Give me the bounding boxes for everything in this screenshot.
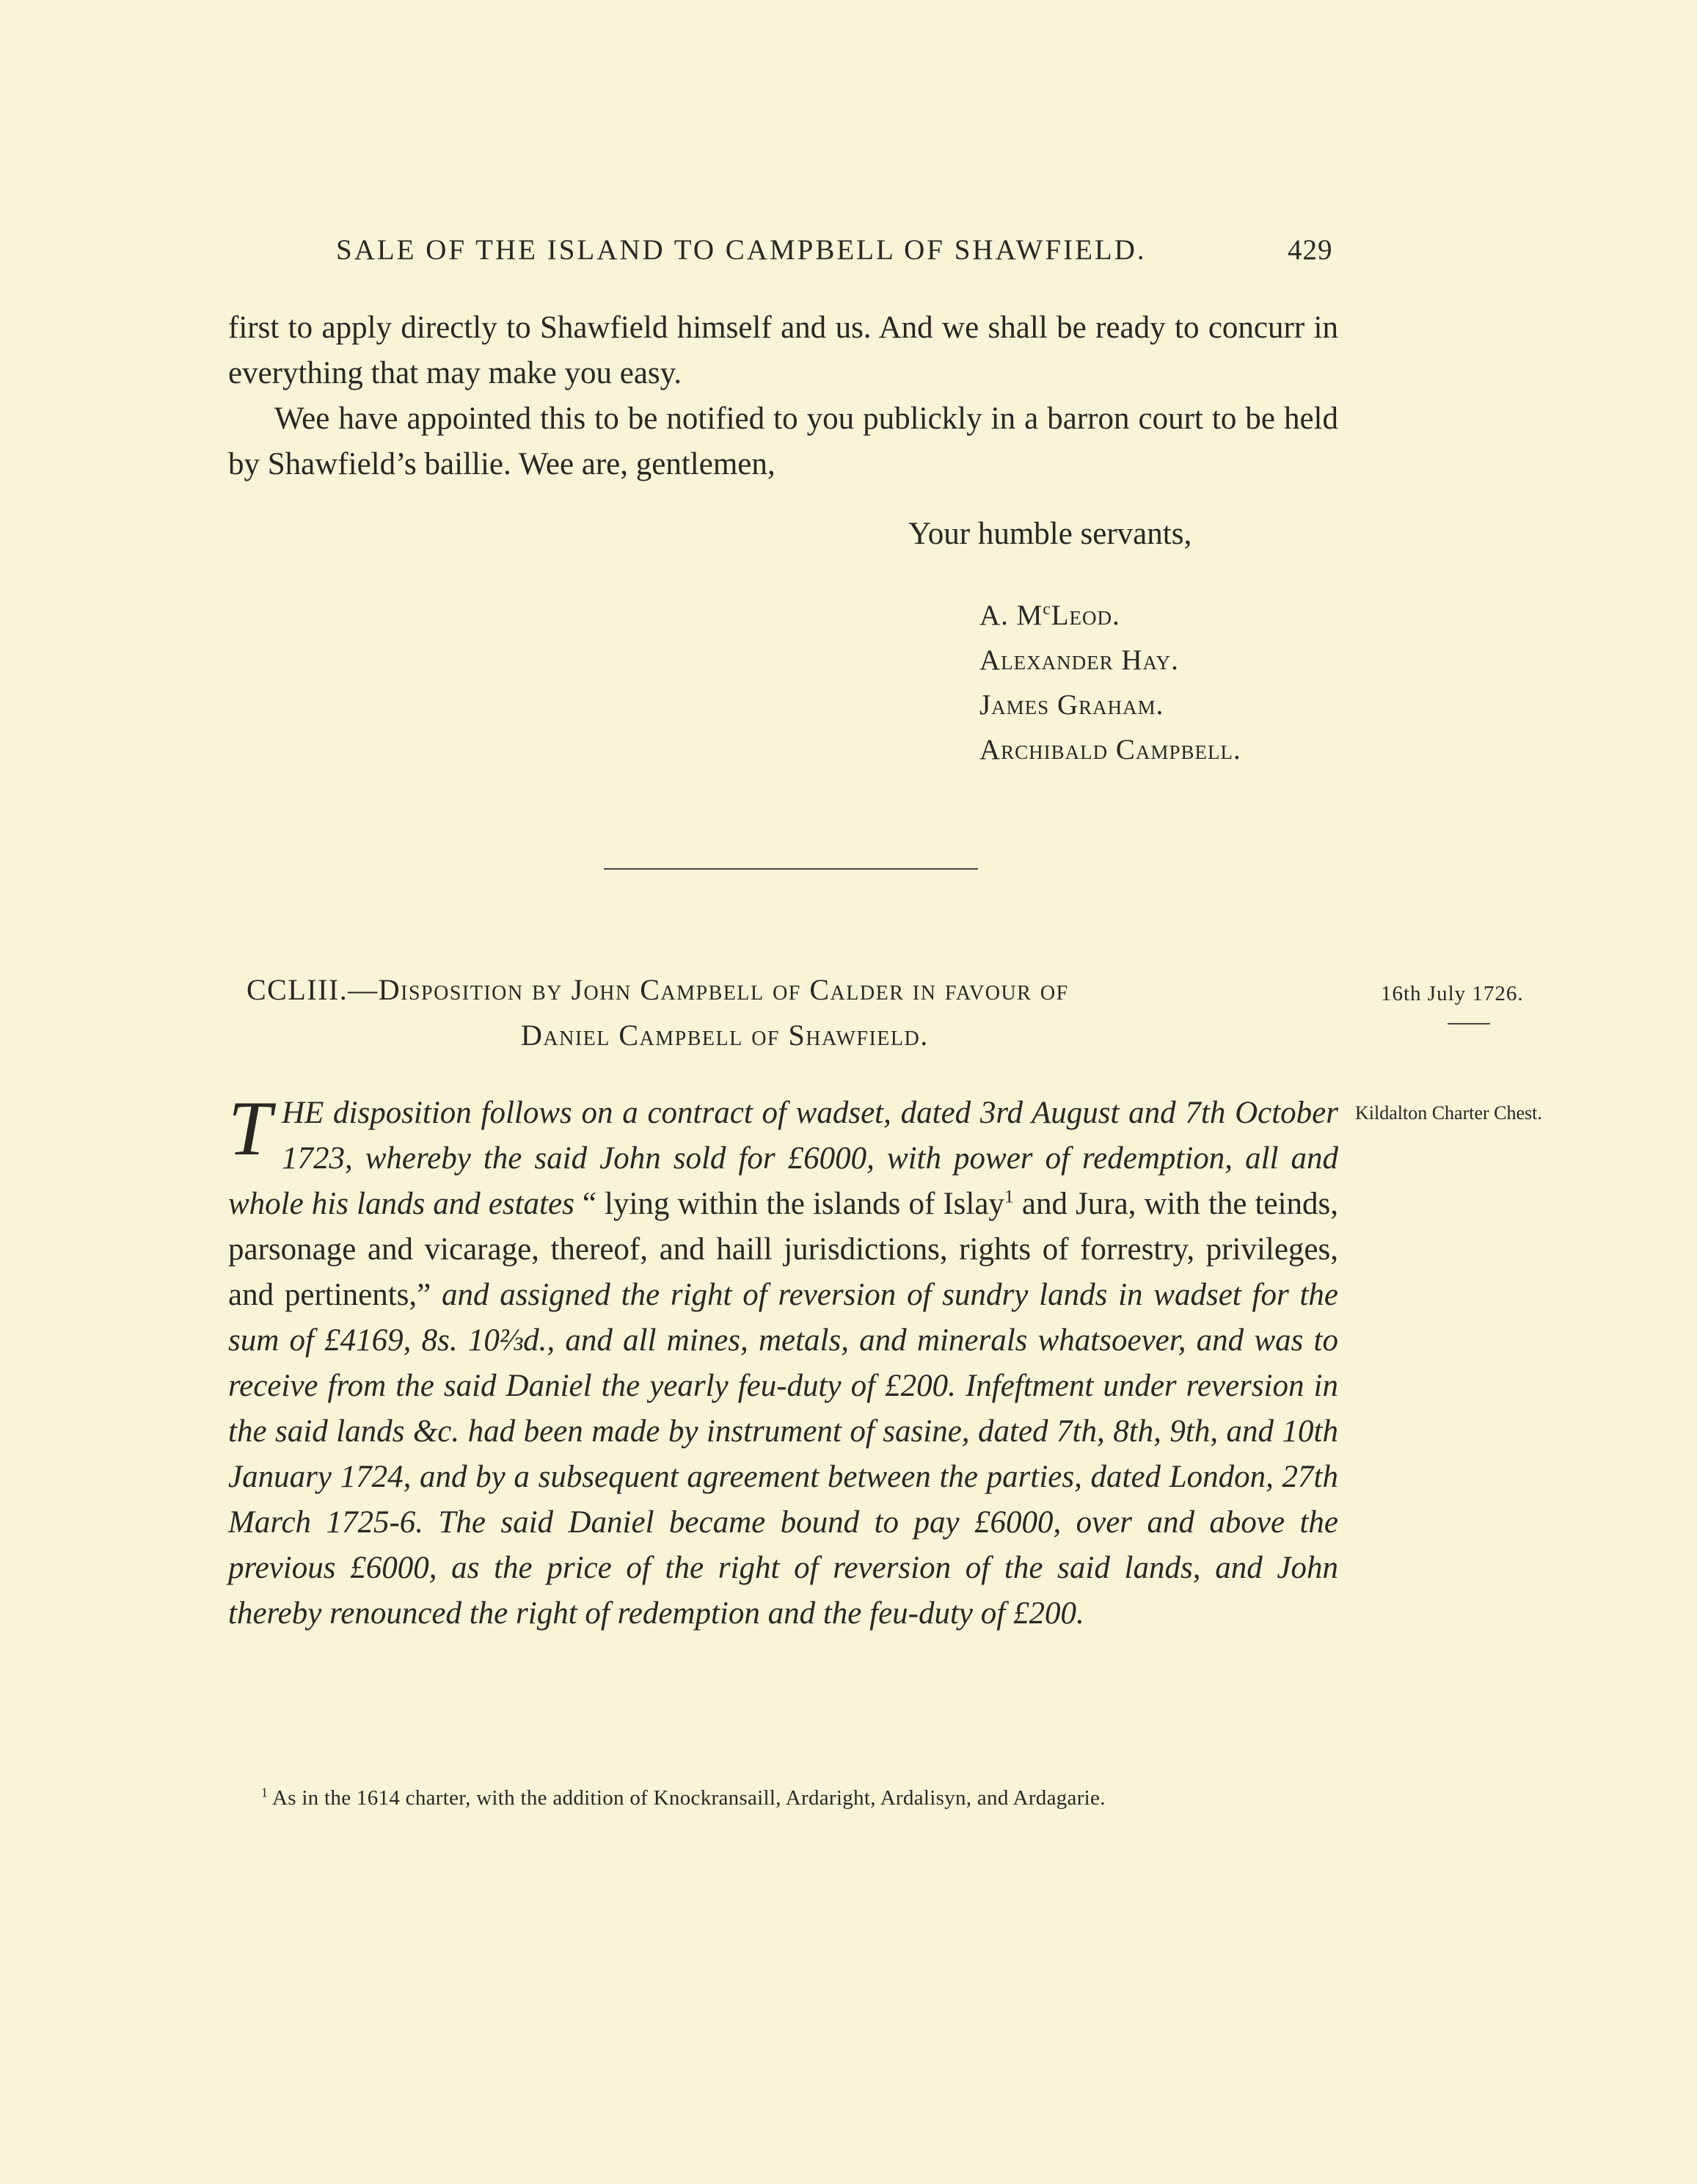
drop-cap: T [228,1085,271,1171]
signatory-mcleod-surname: Leod. [1051,600,1120,631]
main-text-italic-1: HE disposition follows on a contract of wadset, dated 3rd August and 7th October 1723, whereby the said John sold for £6000, with power of redemption, all and whole his lands and estates [228,1096,1338,1221]
section-heading-line-2: Daniel Campbell of Shawfield. [521,1019,929,1052]
signatory-campbell: Archibald Campbell. [979,734,1241,765]
page-number: 429 [1288,234,1333,266]
letter-body [228,305,1338,487]
main-text-italic-2: and assigned the right of reversion of sundry lands in wadset for the sum of £4169, 8s. 10⅔d., and all mines, metals, and minerals whatsoever, and was to receive from the said Daniel the yearly feu-duty of £200. Infeftment under reversion in the said lands &c. had been made by instrument of sasine, dated 7th, 8th, 9th, and 10th January 1724, and by a subsequent agreement between the parties, dated London, 27th March 1725-6. The said Daniel became bound to pay £6000, over and above the previous £6000, as the price of the right of reversion of the said lands, and John thereby renounced the right of redemption and the feu-duty of £200. [228,1278,1338,1631]
footnote-reference: 1 [1004,1185,1014,1207]
section-heading-line-1: CCLIII.—Disposition by John Campbell of Calder in favour of [247,973,1069,1006]
letter-paragraph-2: Wee have appointed this to be notified to you publickly in a barron court to be held by Shawfield’s baillie. Wee are, gentlemen, [228,401,1338,481]
signatory-mcleod [979,593,1241,638]
footnote [261,1786,1106,1810]
running-head-title: SALE OF THE ISLAND TO CAMPBELL OF SHAWFIELD. [336,234,1147,266]
footnote-text: As in the 1614 charter, with the addition of Knockransaill, Ardaright, Ardalisyn, and Ardagarie. [268,1786,1106,1810]
section-heading [228,967,1351,1058]
margin-date: 16th July 1726. [1381,982,1524,1005]
letter-closing: Your humble servants, [908,517,1192,551]
section-divider [604,868,978,870]
main-paragraph [228,1085,1338,1637]
main-text-quote-1: “ lying within the islands of Islay [582,1187,1004,1221]
margin-date-rule [1448,1023,1490,1024]
main-paragraph-text [228,1085,1338,1637]
signatory-hay: Alexander Hay. [979,644,1179,676]
footnote-mark: 1 [261,1785,268,1800]
signatory-mcleod-superscript: c [1043,600,1051,619]
signatory-graham: James Graham. [979,689,1164,721]
signatory-mcleod-initial: A. M [979,600,1043,631]
main-text-quote-2: and Jura, with the teinds, parsonage and vicarage, thereof, and haill jurisdictions, rights of forrestry, privileges, and pertinents,” [228,1187,1338,1312]
margin-source-note: Kildalton Charter Chest. [1355,1102,1542,1124]
signatories [979,593,1241,772]
letter-paragraph-1: first to apply directly to Shawfield himself and us. And we shall be ready to concurr in everything that may make you easy. [228,310,1338,390]
